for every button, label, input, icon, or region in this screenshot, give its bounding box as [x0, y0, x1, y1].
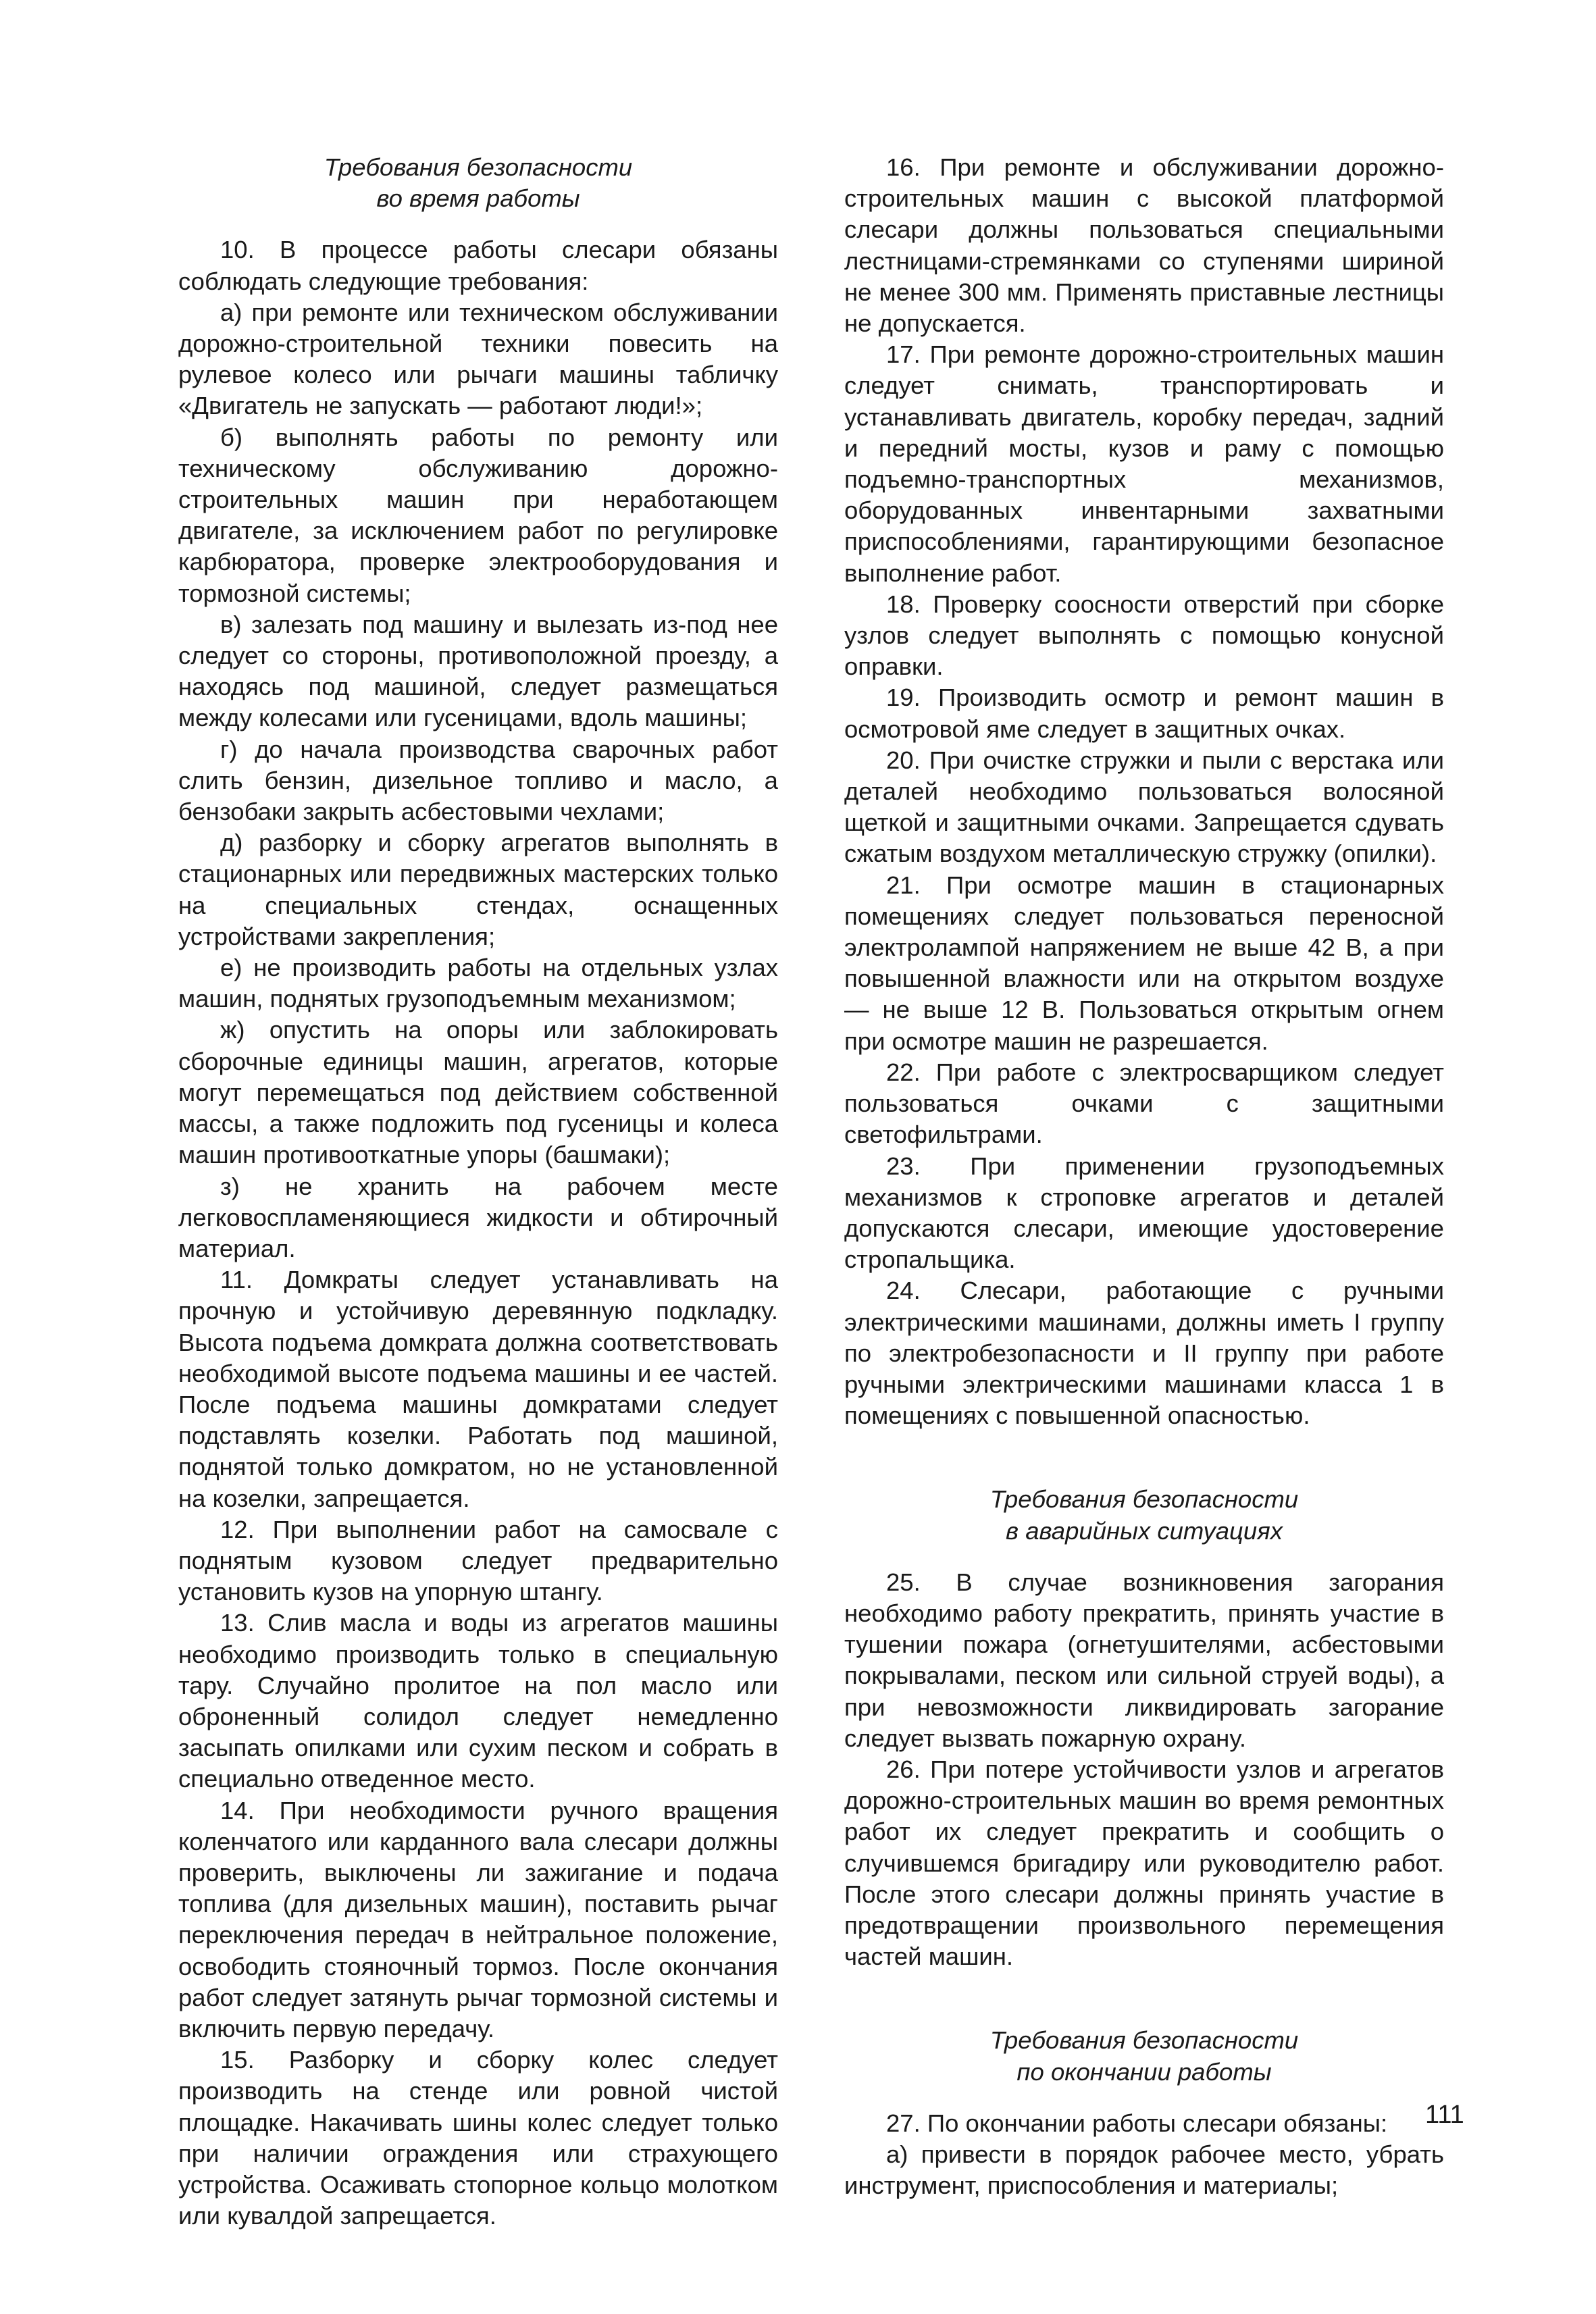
paragraph: з) не хранить на рабочем месте легковоспламеняющиеся жидкости и обтирочный материал. [178, 1172, 778, 1262]
paragraph: в) залезать под машину и вылезать из-под нее следует со стороны, противоположной проезду, а находясь под машиной, следует размещаться между колесами или гусеницами, вдоль машины; [178, 610, 778, 732]
paragraph: 20. При очистке стружки и пыли с верстака или деталей необходимо пользоваться волосяной щеткой и защитными очками. Запрещается сдувать сжатым воздухом металлическую стружку (опилки). [844, 746, 1444, 868]
page-number: 111 [1425, 2101, 1464, 2129]
section-heading-after-work [844, 2025, 1444, 2087]
paragraph: 27. По окончании работы слесари обязаны: [886, 2109, 1388, 2137]
paragraph: 17. При ремонте дорожно-строительных машин следует снимать, транспортировать и устанавливать двигатель, коробку передач, задний и передний мосты, кузов и раму с помощью подъемно-транспортных механизмов, оборудованных инвентарными захватными приспособлениями, гарантирующими безопасное выполнение работ. [844, 340, 1444, 587]
heading-line: во время работы [376, 184, 580, 213]
heading-line: по окончании работы [1016, 2057, 1272, 2086]
paragraph: 25. В случае возникновения загорания необходимо работу прекратить, принять участие в тушении пожара (огнетушителями, асбестовыми покрывалами, песком или сильной струей воды), а при невозможности ликвидировать загорание следует вызвать пожарную охрану. [844, 1568, 1444, 1752]
paragraph: е) не производить работы на отдельных узлах машин, поднятых грузоподъемным механизмом; [178, 954, 778, 1013]
right-column [844, 152, 1444, 2201]
paragraph: 24. Слесари, работающие с ручными электрическими машинами, должны иметь I группу по электробезопасности и II группу при работе ручными электрическими машинами класса 1 в помещениях с повышенной опасностью. [844, 1277, 1444, 1430]
paragraph: 22. При работе с электросварщиком следует пользоваться очками с защитными светофильтрами. [844, 1058, 1444, 1149]
paragraph: 21. При осмотре машин в стационарных помещениях следует пользоваться переносной электролампой напряжением не выше 42 В, а при повышенной влажности или на открытом воздухе — не выше 12 В. Пользоваться открытым огнем при осмотре машин не разрешается. [844, 871, 1444, 1055]
section-heading-during-work [178, 152, 778, 214]
heading-line: Требования безопасности [324, 153, 633, 181]
left-column [178, 152, 778, 2232]
paragraph: 18. Проверку соосности отверстий при сборке узлов следует выполнять с помощью конусной оправки. [844, 590, 1444, 681]
paragraph: 13. Слив масла и воды из агрегатов машины необходимо производить только в специальную тару. Случайно пролитое на пол масло или оброненный солидол следует немедленно засыпать опилками или сухим песком и собрать в специально отведенное место. [178, 1609, 778, 1793]
paragraph: 23. При применении грузоподъемных механизмов к строповке агрегатов и деталей допускаются слесари, имеющие удостоверение стропальщика. [844, 1152, 1444, 1274]
paragraph: 19. Производить осмотр и ремонт машин в осмотровой яме следует в защитных очках. [844, 684, 1444, 743]
heading-line: Требования безопасности [989, 2026, 1299, 2055]
paragraph: 11. Домкраты следует устанавливать на прочную и устойчивую деревянную подкладку. Высота подъема домкрата должна соответствовать необходимой высоте подъема машины и ее частей. После подъема машины домкратами следует подставлять козелки. Работать под машиной, поднятой только домкратом, но не установленной на козелки, запрещается. [178, 1266, 778, 1512]
paragraph: г) до начала производства сварочных работ слить бензин, дизельное топливо и масло, а бензобаки закрыть асбестовыми чехлами; [178, 735, 778, 826]
paragraph: б) выполнять работы по ремонту или техническому обслуживанию дорожно-строительных машин при неработающем двигателе, за исключением работ по регулировке карбюратора, проверке электрооборудования и тормозной системы; [178, 423, 778, 607]
paragraph: 16. При ремонте и обслуживании дорожно-строительных машин с высокой платформой слесари должны пользоваться специальными лестницами-стремянками со ступенями шириной не менее 300 мм. Применять приставные лестницы не допускается. [844, 153, 1444, 338]
heading-line: Требования безопасности [989, 1485, 1299, 1514]
section-heading-emergency [844, 1484, 1444, 1546]
paragraph: а) привести в порядок рабочее место, убрать инструмент, приспособления и материалы; [844, 2140, 1444, 2200]
paragraph: 14. При необходимости ручного вращения коленчатого или карданного вала слесари должны проверить, выключены ли зажигание и подача топлива (для дизельных машин), поставить рычаг переключения передач в нейтральное положение, освободить стояночный тормоз. После окончания работ следует затянуть рычаг тормозной системы и включить первую передачу. [178, 1796, 778, 2042]
paragraph: ж) опустить на опоры или заблокировать сборочные единицы машин, агрегатов, которые могут перемещаться под действием собственной массы, а также подложить под гусеницы и колеса машин противооткатные упоры (башмаки); [178, 1016, 778, 1169]
paragraph: а) при ремонте или техническом обслуживании дорожно-строительной техники повесить на рулевое колесо или рычаги машины табличку «Двигатель не запускать — работают люди!»; [178, 298, 778, 420]
paragraph: 10. В процессе работы слесари обязаны соблюдать следующие требования: [178, 236, 778, 295]
heading-line: в аварийных ситуациях [1006, 1516, 1283, 1545]
paragraph: 15. Разборку и сборку колес следует производить на стенде или ровной чистой площадке. Накачивать шины колес следует только при наличии ограждения или страхующего устройства. Осаживать стопорное кольцо молотком или кувалдой запрещается. [178, 2046, 778, 2230]
paragraph: 12. При выполнении работ на самосвале с поднятым кузовом следует предварительно установить кузов на упорную штангу. [178, 1515, 778, 1606]
paragraph: 26. При потере устойчивости узлов и агрегатов дорожно-строительных машин во время ремонтных работ их следует прекратить и сообщить о случившемся бригадиру или руководителю работ. После этого слесари должны принять участие в предотвращении произвольного перемещения частей машин. [844, 1755, 1444, 1971]
paragraph: д) разборку и сборку агрегатов выполнять в стационарных или передвижных мастерских только на специальных стендах, оснащенных устройствами закрепления; [178, 829, 778, 950]
